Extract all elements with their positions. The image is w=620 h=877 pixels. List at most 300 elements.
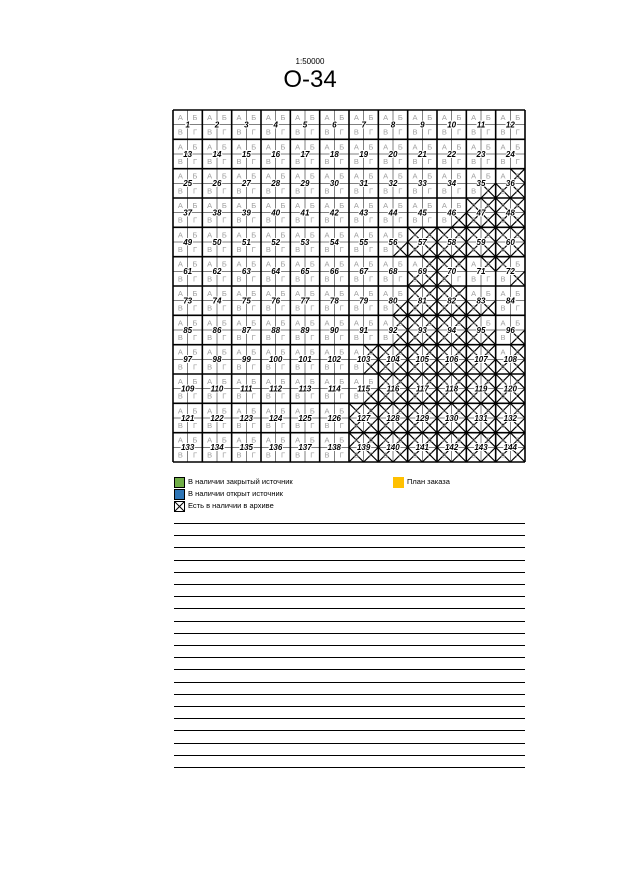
quarter-letter: Г <box>192 127 198 137</box>
quarter-letter: В <box>383 391 389 401</box>
sheet-number: 127 <box>356 413 371 423</box>
sheet-number: 79 <box>359 296 369 306</box>
quarter-letter: А <box>500 113 506 123</box>
quarter-letter: Б <box>309 377 315 387</box>
quarter-letter: Б <box>456 347 462 357</box>
legend-closed-source <box>174 477 394 489</box>
quarter-letter: А <box>236 113 242 123</box>
quarter-letter: В <box>236 245 242 255</box>
quarter-letter: Г <box>368 421 374 431</box>
quarter-letter: А <box>441 406 447 416</box>
quarter-letter: Б <box>515 377 521 387</box>
quarter-letter: Б <box>309 347 315 357</box>
quarter-letter: А <box>500 171 506 181</box>
sheet-number: 71 <box>476 267 486 277</box>
quarter-letter: В <box>207 245 213 255</box>
quarter-letter: А <box>236 318 242 328</box>
quarter-letter: Б <box>397 347 403 357</box>
quarter-letter: А <box>441 113 447 123</box>
quarter-letter: А <box>441 377 447 387</box>
quarter-letter: В <box>412 157 418 167</box>
sheet-number: 141 <box>415 443 430 453</box>
sheet-number: 133 <box>180 443 195 453</box>
sheet-number: 86 <box>212 325 222 335</box>
quarter-letter: А <box>177 113 183 123</box>
quarter-letter: В <box>500 450 506 460</box>
quarter-letter: А <box>353 259 359 269</box>
quarter-letter: Б <box>427 435 433 445</box>
sheet-number: 135 <box>239 443 254 453</box>
quarter-letter: Г <box>251 450 256 460</box>
quarter-letter: Б <box>339 142 345 152</box>
quarter-letter: В <box>236 421 242 431</box>
sheet-number: 109 <box>180 384 195 394</box>
quarter-letter: Г <box>339 333 344 343</box>
quarter-letter: Г <box>368 274 374 284</box>
quarter-letter: Г <box>486 421 491 431</box>
sheet-number: 51 <box>241 237 251 247</box>
quarter-letter: В <box>353 186 359 196</box>
quarter-letter: Г <box>339 186 344 196</box>
quarter-letter: Г <box>192 391 198 401</box>
quarter-letter: А <box>265 318 271 328</box>
quarter-letter: Г <box>427 274 432 284</box>
quarter-letter: Г <box>515 127 520 137</box>
quarter-letter: Б <box>280 142 286 152</box>
quarter-letter: Г <box>456 127 462 137</box>
quarter-letter: Б <box>515 113 521 123</box>
note-line <box>174 682 525 683</box>
sheet-number: 12 <box>505 120 515 130</box>
sheet-number: 93 <box>417 325 427 335</box>
quarter-letter: В <box>353 391 359 401</box>
quarter-letter: А <box>441 171 447 181</box>
quarter-letter: А <box>412 435 418 445</box>
quarter-letter: Г <box>251 245 256 255</box>
quarter-letter: А <box>383 289 389 299</box>
quarter-letter: Б <box>485 259 491 269</box>
sheet-number: 72 <box>505 267 515 277</box>
quarter-letter: В <box>207 157 213 167</box>
quarter-letter: Б <box>456 259 462 269</box>
quarter-letter: Б <box>280 377 286 387</box>
quarter-letter: Г <box>280 215 286 225</box>
sheet-number: 132 <box>503 413 518 423</box>
sheet-title: O-34 <box>283 66 337 93</box>
quarter-letter: Б <box>339 435 345 445</box>
quarter-letter: В <box>295 421 301 431</box>
sheet-number: 9 <box>420 120 425 130</box>
quarter-letter: Г <box>280 303 286 313</box>
quarter-letter: В <box>500 333 506 343</box>
quarter-letter: Б <box>192 347 198 357</box>
quarter-letter: Б <box>251 435 257 445</box>
quarter-letter: Г <box>456 362 462 372</box>
sheet-number: 61 <box>183 267 193 277</box>
quarter-letter: В <box>441 362 447 372</box>
quarter-letter: А <box>177 289 183 299</box>
quarter-letter: А <box>207 113 213 123</box>
sheet-number: 22 <box>447 149 457 159</box>
sheet-number: 97 <box>183 355 193 365</box>
sheet-number: 95 <box>476 325 486 335</box>
quarter-letter: В <box>471 333 477 343</box>
quarter-letter: Г <box>398 157 403 167</box>
quarter-letter: Б <box>280 171 286 181</box>
quarter-letter: Г <box>427 333 432 343</box>
sheet-number: 58 <box>447 237 457 247</box>
quarter-letter: Г <box>398 274 403 284</box>
quarter-letter: В <box>236 362 242 372</box>
quarter-letter: А <box>265 142 271 152</box>
quarter-letter: А <box>207 259 213 269</box>
quarter-letter: Г <box>339 362 344 372</box>
quarter-letter: В <box>295 450 301 460</box>
quarter-letter: Б <box>485 201 491 211</box>
quarter-letter: А <box>471 289 477 299</box>
sheet-number: 67 <box>359 267 369 277</box>
quarter-letter: В <box>177 157 183 167</box>
quarter-letter: А <box>265 259 271 269</box>
sheet-number: 32 <box>388 179 398 189</box>
sheet-number: 123 <box>239 413 254 423</box>
sheet-number: 11 <box>476 120 486 130</box>
sheet-number: 102 <box>327 355 342 365</box>
quarter-letter: Б <box>192 259 198 269</box>
quarter-letter: Б <box>515 201 521 211</box>
quarter-letter: Б <box>221 113 227 123</box>
quarter-letter: А <box>441 142 447 152</box>
sheet-number: 114 <box>327 384 341 394</box>
quarter-letter: Б <box>368 259 374 269</box>
quarter-letter: Б <box>339 171 345 181</box>
quarter-letter: А <box>500 142 506 152</box>
quarter-letter: А <box>441 201 447 211</box>
quarter-letter: Г <box>251 157 256 167</box>
quarter-letter: Г <box>456 274 462 284</box>
sheet-number: 98 <box>212 355 222 365</box>
quarter-letter: В <box>265 362 271 372</box>
quarter-letter: Г <box>456 303 462 313</box>
quarter-letter: Б <box>397 435 403 445</box>
quarter-letter: Б <box>515 289 521 299</box>
note-line <box>174 547 525 548</box>
quarter-letter: Г <box>339 215 344 225</box>
quarter-letter: А <box>471 142 477 152</box>
sheet-number: 82 <box>447 296 457 306</box>
quarter-letter: Г <box>515 333 520 343</box>
sheet-number: 5 <box>302 120 308 130</box>
sheet-number: 142 <box>444 443 459 453</box>
quarter-letter: А <box>353 435 359 445</box>
sheet-number: 38 <box>212 208 222 218</box>
quarter-letter: Б <box>192 377 198 387</box>
quarter-letter: Б <box>427 201 433 211</box>
sheet-number: 120 <box>503 384 518 394</box>
quarter-letter: Б <box>456 201 462 211</box>
quarter-letter: В <box>207 362 213 372</box>
quarter-letter: Г <box>515 362 520 372</box>
sheet-number: 137 <box>298 443 312 453</box>
quarter-letter: А <box>324 113 330 123</box>
quarter-letter: В <box>324 421 330 431</box>
quarter-letter: А <box>295 259 301 269</box>
sheet-number: 118 <box>445 384 459 394</box>
sheet-number: 33 <box>417 179 427 189</box>
quarter-letter: А <box>441 435 447 445</box>
quarter-letter: А <box>353 142 359 152</box>
note-line <box>174 743 525 744</box>
quarter-letter: Г <box>515 303 520 313</box>
quarter-letter: Б <box>339 230 345 240</box>
sheet-number: 60 <box>505 237 515 247</box>
quarter-letter: В <box>265 303 271 313</box>
quarter-letter: А <box>500 406 506 416</box>
quarter-letter: Г <box>310 391 315 401</box>
quarter-letter: Г <box>192 157 198 167</box>
quarter-letter: Г <box>310 157 315 167</box>
quarter-letter: А <box>265 435 271 445</box>
sheet-number: 131 <box>474 413 488 423</box>
sheet-number: 138 <box>327 443 342 453</box>
quarter-letter: Г <box>427 215 432 225</box>
quarter-letter: А <box>353 347 359 357</box>
quarter-letter: Г <box>427 421 432 431</box>
sheet-number: 117 <box>415 384 429 394</box>
quarter-letter: А <box>177 377 183 387</box>
quarter-letter: В <box>441 127 447 137</box>
quarter-letter: Г <box>398 186 403 196</box>
sheet-number: 104 <box>386 355 400 365</box>
sheet-number: 10 <box>447 120 457 130</box>
quarter-letter: Б <box>251 171 257 181</box>
sheet-number: 108 <box>503 355 518 365</box>
quarter-letter: Г <box>251 391 256 401</box>
quarter-letter: Б <box>485 318 491 328</box>
sheet-number: 59 <box>476 237 486 247</box>
quarter-letter: А <box>295 171 301 181</box>
quarter-letter: Г <box>368 333 374 343</box>
quarter-letter: В <box>383 245 389 255</box>
quarter-letter: В <box>500 274 506 284</box>
quarter-letter: Г <box>280 127 286 137</box>
quarter-letter: А <box>441 230 447 240</box>
quarter-letter: Б <box>427 113 433 123</box>
quarter-letter: Б <box>456 113 462 123</box>
quarter-letter: Б <box>515 142 521 152</box>
quarter-letter: А <box>412 377 418 387</box>
quarter-letter: В <box>383 186 389 196</box>
sheet-number: 17 <box>300 149 310 159</box>
quarter-letter: Б <box>280 435 286 445</box>
quarter-letter: А <box>412 259 418 269</box>
quarter-letter: Г <box>515 245 520 255</box>
quarter-letter: В <box>383 157 389 167</box>
note-line <box>174 596 525 597</box>
quarter-letter: В <box>207 186 213 196</box>
quarter-letter: В <box>500 421 506 431</box>
quarter-letter: В <box>236 391 242 401</box>
note-line <box>174 694 525 695</box>
quarter-letter: Б <box>339 259 345 269</box>
quarter-letter: В <box>177 215 183 225</box>
quarter-letter: В <box>324 186 330 196</box>
quarter-letter: Б <box>397 201 403 211</box>
sheet-number: 125 <box>298 413 312 423</box>
quarter-letter: Г <box>251 127 256 137</box>
quarter-letter: Г <box>310 186 315 196</box>
quarter-letter: Б <box>309 201 315 211</box>
quarter-letter: В <box>441 450 447 460</box>
quarter-letter: Г <box>222 157 227 167</box>
quarter-letter: А <box>207 142 213 152</box>
sheet-number: 68 <box>388 267 398 277</box>
quarter-letter: Б <box>221 377 227 387</box>
quarter-letter: В <box>236 127 242 137</box>
sheet-number: 130 <box>444 413 459 423</box>
quarter-letter: Б <box>368 377 374 387</box>
sheet-number: 110 <box>210 384 224 394</box>
quarter-letter: Г <box>339 274 344 284</box>
quarter-letter: А <box>295 377 301 387</box>
quarter-letter: В <box>265 157 271 167</box>
quarter-letter: В <box>177 450 183 460</box>
quarter-letter: Б <box>427 318 433 328</box>
quarter-letter: А <box>207 435 213 445</box>
quarter-letter: Б <box>221 435 227 445</box>
quarter-letter: А <box>471 201 477 211</box>
quarter-letter: В <box>471 245 477 255</box>
quarter-letter: В <box>471 274 477 284</box>
sheet-number: 53 <box>300 237 310 247</box>
quarter-letter: В <box>500 157 506 167</box>
quarter-letter: А <box>265 201 271 211</box>
quarter-letter: Б <box>221 406 227 416</box>
sheet-number: 18 <box>329 149 339 159</box>
quarter-letter: Г <box>222 245 227 255</box>
legend-swatch-open <box>174 489 185 500</box>
quarter-letter: А <box>441 259 447 269</box>
quarter-letter: А <box>324 142 330 152</box>
sheet-number: 121 <box>180 413 195 423</box>
sheet-number: 6 <box>332 120 337 130</box>
quarter-letter: Б <box>368 230 374 240</box>
sheet-number: 128 <box>386 413 400 423</box>
quarter-letter: Г <box>280 391 286 401</box>
quarter-letter: А <box>324 230 330 240</box>
quarter-letter: А <box>383 113 389 123</box>
quarter-letter: Б <box>427 171 433 181</box>
quarter-letter: Б <box>456 171 462 181</box>
quarter-letter: Б <box>456 230 462 240</box>
quarter-letter: Б <box>251 201 257 211</box>
quarter-letter: Б <box>485 347 491 357</box>
quarter-letter: В <box>412 127 418 137</box>
sheet-number: 48 <box>505 208 515 218</box>
quarter-letter: А <box>324 435 330 445</box>
quarter-letter: А <box>207 289 213 299</box>
quarter-letter: Г <box>310 274 315 284</box>
sheet-number: 16 <box>271 149 281 159</box>
scale-label: 1:50000 <box>295 57 325 66</box>
quarter-letter: А <box>471 113 477 123</box>
quarter-letter: Б <box>339 347 345 357</box>
quarter-letter: Б <box>368 406 374 416</box>
sheet-number: 76 <box>271 296 281 306</box>
quarter-letter: А <box>500 289 506 299</box>
quarter-letter: А <box>471 406 477 416</box>
quarter-letter: Г <box>222 274 227 284</box>
quarter-letter: В <box>295 215 301 225</box>
quarter-letter: Б <box>251 377 257 387</box>
quarter-letter: А <box>383 259 389 269</box>
quarter-letter: В <box>324 215 330 225</box>
quarter-letter: Б <box>485 289 491 299</box>
quarter-letter: А <box>383 435 389 445</box>
quarter-letter: В <box>295 391 301 401</box>
quarter-letter: Б <box>397 377 403 387</box>
sheet-number: 111 <box>240 384 253 394</box>
quarter-letter: В <box>207 303 213 313</box>
quarter-letter: Б <box>339 377 345 387</box>
quarter-letter: Б <box>221 230 227 240</box>
quarter-letter: Б <box>485 113 491 123</box>
quarter-letter: Б <box>456 377 462 387</box>
quarter-letter: Г <box>515 274 520 284</box>
sheet-number: 69 <box>417 267 427 277</box>
quarter-letter: В <box>471 127 477 137</box>
sheet-number: 139 <box>356 443 371 453</box>
quarter-letter: А <box>324 318 330 328</box>
quarter-letter: В <box>500 245 506 255</box>
sheet-number: 94 <box>447 325 457 335</box>
quarter-letter: Г <box>486 157 491 167</box>
quarter-letter: А <box>236 406 242 416</box>
quarter-letter: Г <box>398 450 403 460</box>
quarter-letter: В <box>383 274 389 284</box>
quarter-letter: Г <box>310 362 315 372</box>
quarter-letter: Б <box>397 318 403 328</box>
quarter-letter: В <box>500 127 506 137</box>
quarter-letter: Г <box>251 421 256 431</box>
sheet-number: 42 <box>329 208 339 218</box>
quarter-letter: Б <box>485 406 491 416</box>
sheet-number: 75 <box>241 296 251 306</box>
quarter-letter: В <box>500 186 506 196</box>
quarter-letter: Б <box>221 318 227 328</box>
quarter-letter: Г <box>339 157 344 167</box>
sheet-number: 101 <box>298 355 312 365</box>
quarter-letter: В <box>207 421 213 431</box>
sheet-number: 144 <box>503 443 518 453</box>
quarter-letter: А <box>412 201 418 211</box>
quarter-letter: Г <box>251 274 256 284</box>
quarter-letter: В <box>324 127 330 137</box>
quarter-letter: Б <box>427 259 433 269</box>
quarter-letter: Б <box>456 289 462 299</box>
quarter-letter: А <box>383 377 389 387</box>
note-line <box>174 608 525 609</box>
quarter-letter: Г <box>310 421 315 431</box>
quarter-letter: А <box>383 347 389 357</box>
quarter-letter: Б <box>485 377 491 387</box>
quarter-letter: Г <box>222 127 227 137</box>
quarter-letter: Г <box>398 215 403 225</box>
quarter-letter: Г <box>398 421 403 431</box>
sheet-number: 81 <box>417 296 427 306</box>
quarter-letter: В <box>295 186 301 196</box>
quarter-letter: Г <box>398 127 403 137</box>
